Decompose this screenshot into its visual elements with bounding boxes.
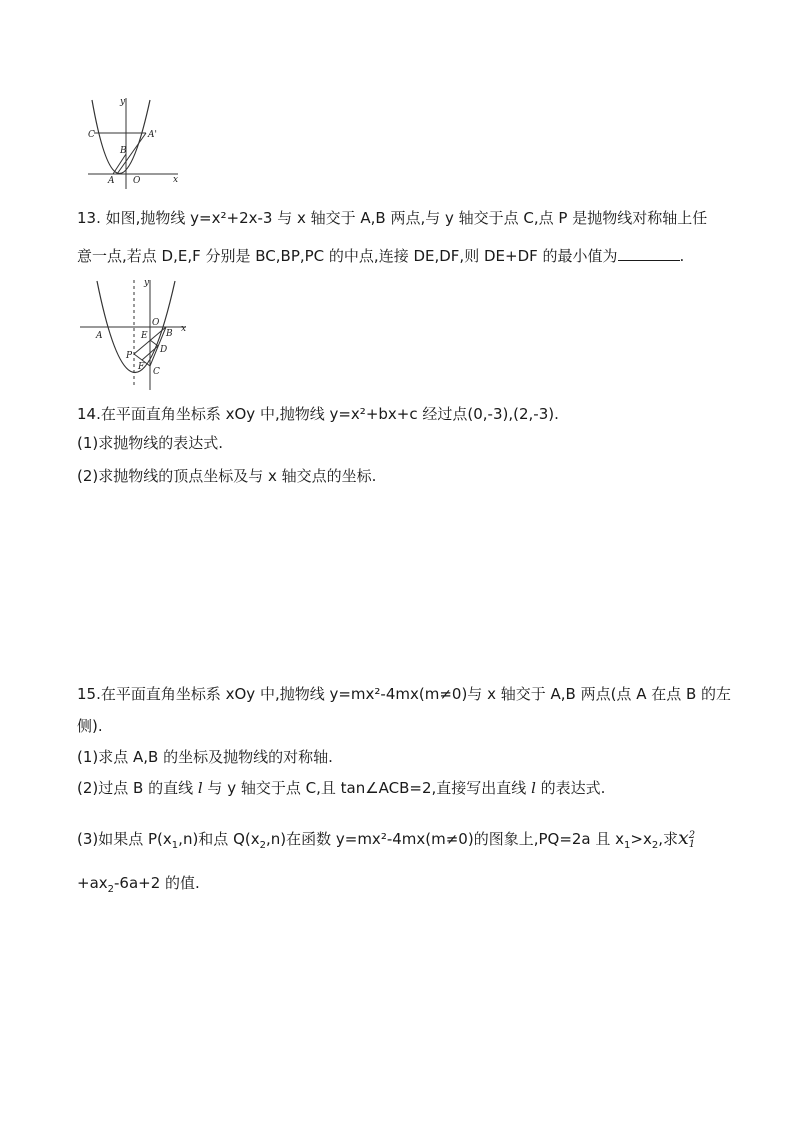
fig2-label-B: B xyxy=(166,329,173,339)
q15-part-1: (1)求点 A,B 的坐标及抛物线的对称轴. xyxy=(77,748,333,766)
q15-part-3-line-2-text-b: -6a+2 的值. xyxy=(114,874,200,892)
figure-2-parabola xyxy=(78,274,198,392)
q15-part-3-text-e: ,求 xyxy=(658,830,679,848)
fig1-label-A-prime: A' xyxy=(148,130,157,140)
q15-part-2 xyxy=(77,779,605,797)
q15-subscript: 2 xyxy=(651,840,659,851)
fig1-label-B: B xyxy=(120,146,127,156)
figure-1-svg xyxy=(80,92,190,192)
q14-part-2: (2)求抛物线的顶点坐标及与 x 轴交点的坐标. xyxy=(77,467,377,485)
q15-part-3-line-2 xyxy=(77,874,200,899)
q15-part-3 xyxy=(77,829,695,855)
q15-part-3-line-2-text-a: +ax xyxy=(77,874,108,892)
q15-part-2-text-a: (2)过点 B 的直线 xyxy=(77,779,198,797)
fig2-label-y: y xyxy=(144,278,150,288)
q15-stem-line-2: 侧). xyxy=(77,717,103,735)
q15-subscript: 2 xyxy=(259,840,266,851)
q15-line-l-symbol: l xyxy=(531,779,536,797)
q15-part-2-text-c: 的表达式. xyxy=(535,779,606,797)
q15-part-3-text-b: ,n)和点 Q(x xyxy=(178,830,260,848)
q15-subscript: 2 xyxy=(107,884,115,895)
q14-stem: 14.在平面直角坐标系 xOy 中,抛物线 y=x²+bx+c 经过点(0,-3),(2,-3). xyxy=(77,405,559,423)
q13-line-2-text: 意一点,若点 D,E,F 分别是 BC,BP,PC 的中点,连接 DE,DF,则 DE+DF 的最小值为 xyxy=(77,247,618,265)
q15-stem-line-1: 15.在平面直角坐标系 xOy 中,抛物线 y=mx²-4mx(m≠0)与 x 轴交于 A,B 两点(点 A 在点 B 的左 xyxy=(77,685,732,703)
q14-part-1: (1)求抛物线的表达式. xyxy=(77,434,224,452)
fig2-label-O: O xyxy=(152,318,160,328)
q15-part-3-text-a: (3)如果点 P(x xyxy=(77,830,172,848)
q15-part-3-text-d: >x xyxy=(630,830,652,848)
fig2-label-E: E xyxy=(141,331,148,341)
q15-superscript: 2 xyxy=(688,829,696,841)
fig1-label-x: x xyxy=(173,175,179,185)
q15-x-script xyxy=(689,831,695,849)
fig1-label-C: C xyxy=(88,130,95,140)
fig1-label-A: A xyxy=(108,176,115,186)
fig1-label-O: O xyxy=(133,176,141,186)
fig2-label-A: A xyxy=(96,331,103,341)
q15-subscript: 1 xyxy=(688,838,696,850)
q15-subscript: 1 xyxy=(171,840,179,851)
fig2-label-x: x xyxy=(181,324,187,334)
q15-x-variable: x xyxy=(678,827,689,849)
q13-line-1: 13. 如图,抛物线 y=x²+2x-3 与 x 轴交于 A,B 两点,与 y 轴交于点 C,点 P 是抛物线对称轴上任 xyxy=(77,209,708,227)
q15-line-l-symbol: l xyxy=(197,779,203,797)
figure-1-parabola xyxy=(80,92,190,192)
fig2-segment-DE xyxy=(150,340,158,346)
q15-part-2-text-b: 与 y 轴交于点 C,且 tan∠ACB=2,直接写出直线 xyxy=(202,779,532,797)
q13-line-2 xyxy=(77,246,684,265)
fig2-label-P: P xyxy=(126,351,133,361)
figure-2-svg xyxy=(78,274,198,392)
fig2-label-C: C xyxy=(153,367,160,377)
fig2-label-D: D xyxy=(160,345,168,355)
q15-subscript: 1 xyxy=(624,840,631,851)
fig2-label-F: F xyxy=(138,362,145,372)
fig1-label-y: y xyxy=(120,97,126,107)
q15-part-3-text-c: ,n)在函数 y=mx²-4mx(m≠0)的图象上,PQ=2a 且 x xyxy=(265,830,625,848)
q13-line-2-end: . xyxy=(679,247,685,265)
q13-answer-blank[interactable] xyxy=(618,246,680,261)
